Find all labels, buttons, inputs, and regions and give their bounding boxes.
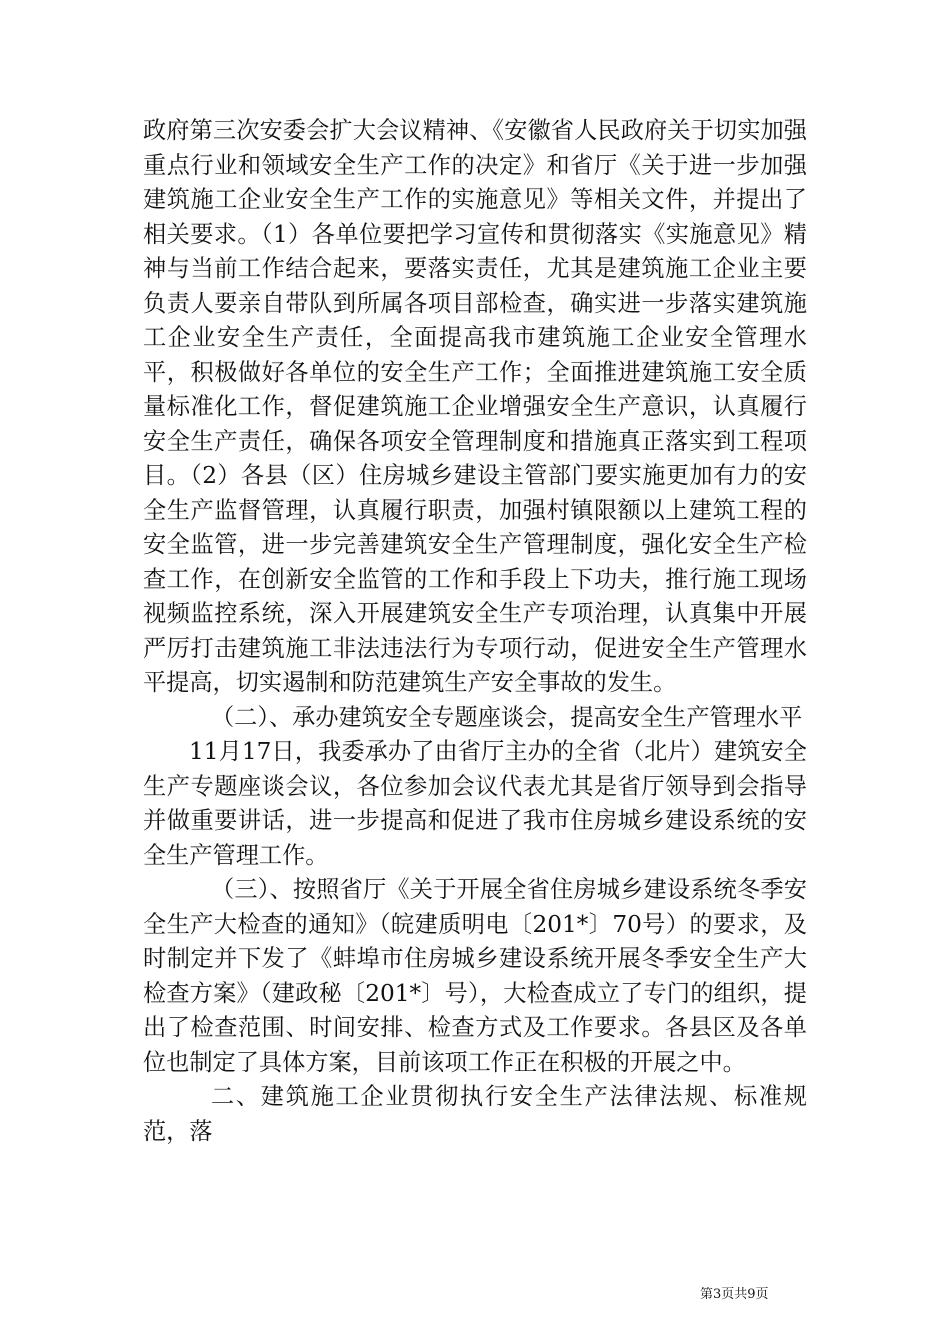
document-body <box>143 114 807 1149</box>
paragraph-symposium: 11月17日，我委承办了由省厅主办的全省（北片）建筑安全生产专题座谈会议，各位参加会议代表尤其是省厅领导到会指导并做重要讲话，进一步提高和促进了我市住房城乡建设系统的安全生产管理工作。 <box>143 738 807 869</box>
paragraph-safety-requirements: 政府第三次安委会扩大会议精神、《安徽省人民政府关于切实加强重点行业和领域安全生产工作的决定》和省厅《关于进一步加强建筑施工企业安全生产工作的实施意见》等相关文件，并提出了相关要求。（1）各单位要把学习宣传和贯彻落实《实施意见》精神与当前工作结合起来，要落实责任，尤其是建筑施工企业主要负责人要亲自带队到所属各项目部检查，确实进一步落实建筑施工企业安全生产责任，全面提高我市建筑施工企业安全管理水平，积极做好各单位的安全生产工作；全面推进建筑施工安全质量标准化工作，督促建筑施工企业增强安全生产意识，认真履行安全生产责任，确保各项安全管理制度和措施真正落实到工程项目。（2）各县（区）住房城乡建设主管部门要实施更加有力的安全生产监督管理，认真履行职责，加强村镇限额以上建筑工程的安全监管，进一步完善建筑安全生产管理制度，强化安全生产检查工作，在创新安全监管的工作和手段上下功夫，推行施工现场视频监控系统，深入开展建筑安全生产专项治理，认真集中开展严厉打击建筑施工非法违法行为专项行动，促进安全生产管理水平提高，切实遏制和防范建筑生产安全事故的发生。 <box>143 117 807 696</box>
paragraph-winter-inspection: （三）、按照省厅《关于开展全省住房城乡建设系统冬季安全生产大检查的通知》（皖建质明电〔201*〕70号）的要求，及时制定并下发了《蚌埠市住房城乡建设系统开展冬季安全生产大检查方案》（建政秘〔201*〕号），大检查成立了专门的组织，提出了检查范围、时间安排、检查方式及工作要求。各县区及各单位也制定了具体方案，目前该项工作正在积极的开展之中。 <box>143 876 807 1076</box>
section-heading-enterprise-compliance: 二、建筑施工企业贯彻执行安全生产法律法规、标准规范，落 <box>143 1083 807 1145</box>
section-heading-symposium: （二）、承办建筑安全专题座谈会，提高安全生产管理水平 <box>211 703 803 731</box>
page-number-footer: 第3页共9页 <box>700 1287 769 1302</box>
